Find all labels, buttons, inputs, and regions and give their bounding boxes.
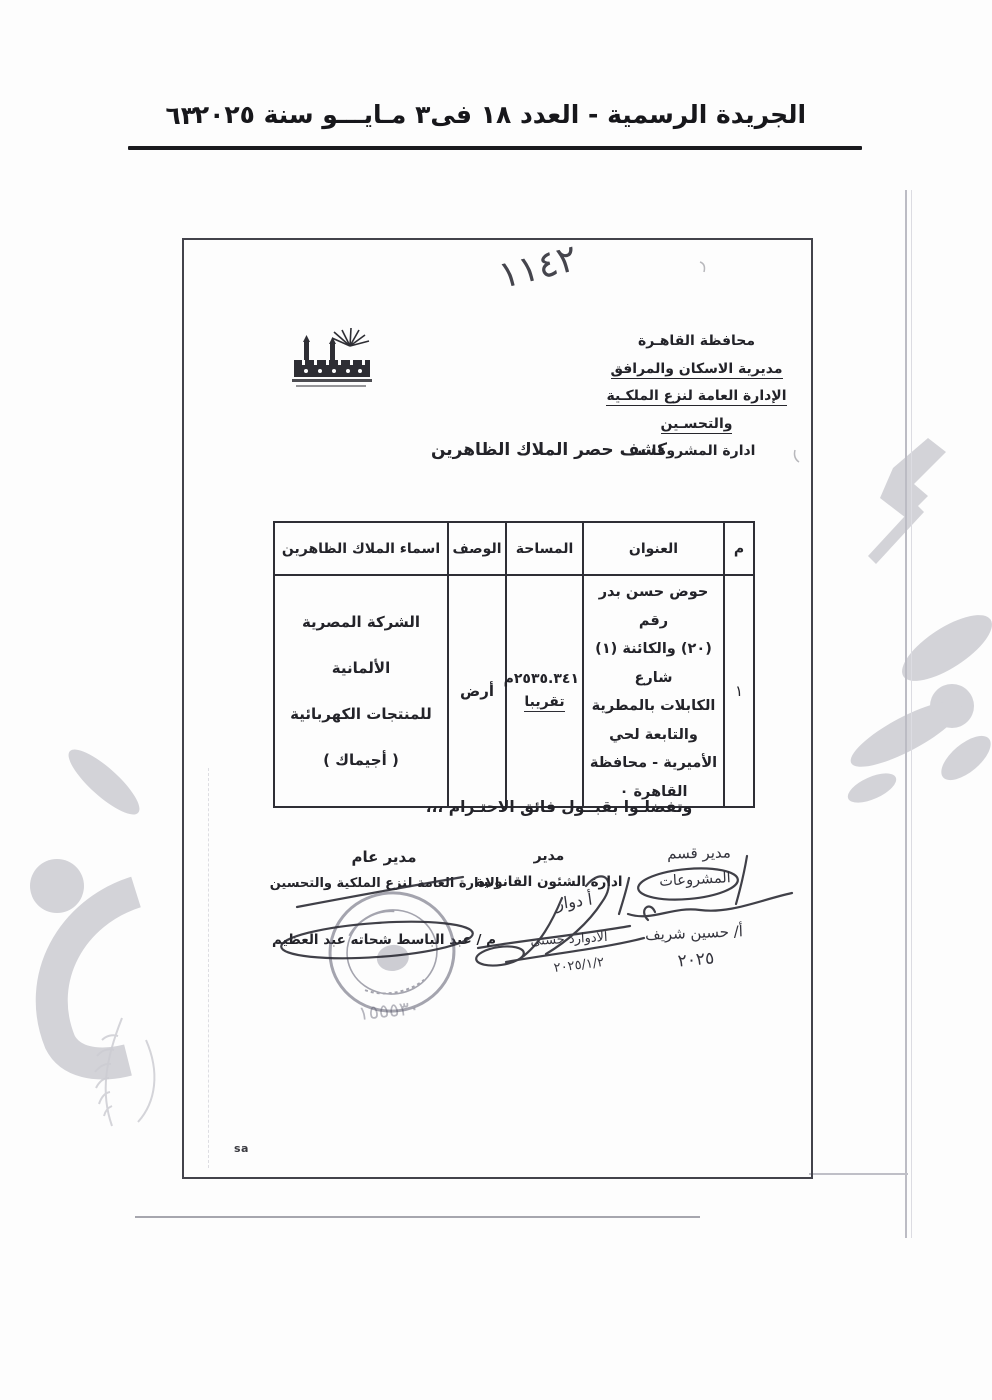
owners-table [273,521,755,808]
gazette-page-number: ٦٣ [165,101,196,130]
org-general-administration: الإدارة العامة لنزع الملكـية والتحسـين [606,388,787,432]
col-header-owners: اسماء الملاك الظاهرين [274,522,448,575]
paper-fold-line [208,768,209,1168]
cell-description: أرض [448,575,506,807]
sig-general-name: م / عبد الباسط شحاته عبد العظيم [272,932,496,948]
sig-general-faint-number: ١٥٥٥٣٠ [357,996,421,1026]
col-header-area: المساحة [506,522,583,575]
handwritten-reference-number: ١١٤٢ [494,236,582,298]
col-header-serial: م [724,522,754,575]
gazette-issue-header: الجريدة الرسمية - العدد ١٨ فى٣ مـايـــو سنة ٢٠٢٥ [193,100,807,129]
table-header-row [274,522,754,575]
scan-code-label: sa [234,1142,249,1155]
sig-projects-date-scribble: ٢٠٢٥ [676,948,716,972]
masthead-rule [128,146,862,150]
laurel-sketch-watermark [95,1018,154,1126]
sig-projects-name: أ/ حسين شريف [644,922,744,944]
scan-bottom-edge-line [809,1173,908,1175]
scan-paper-edge-right-soft [911,190,912,1238]
sig-general-subtitle: الادارة العامة لنزع الملكية والتحسين [269,876,500,891]
sig-legal-signature-top: أ دوار [554,889,594,914]
sig-legal-date: ٢٠٢٥/١/٢ [552,954,606,977]
governorate-emblem [290,328,374,392]
sig-legal-signature-name: الادوارد حسنى [530,929,608,950]
document-title: كشف حصر الملاك الظاهرين [430,440,668,460]
scan-lower-faint-line [135,1216,700,1218]
org-directorate: مديرية الاسكان والمرافق [610,360,783,377]
closing-courtesy-line: وتفضلـوا بقبــول فائق الاحتـرام ،،، [425,798,693,816]
cell-address: حوض حسن بدر رقم (٢٠) والكائنة (١) شارع الكابلات بالمطرية والتابعة لحي الأميرية - محافظة القاهرة ٠ [583,575,724,807]
sig-projects-title: مدير قسم [667,843,731,863]
cell-owners: الشركة المصرية الألمانية للمنتجات الكهربائية ( أجيماك ) [274,575,448,807]
sig-legal-subtitle: ادارة الشئون القانونية [475,874,623,890]
scanned-document [182,238,813,1179]
cell-serial: ١ [724,575,754,807]
sig-projects-subtitle: المشروعات [658,870,732,890]
col-header-address: العنوان [583,522,724,575]
org-projects-administration: ادارة المشروعات [637,443,756,459]
cell-area: ٢٥٣٥.٣٤١م تقريبا [506,575,583,807]
sig-legal-title: مدير [533,848,565,864]
org-governorate: محافظة القاهـرة [637,333,756,349]
scan-paper-edge-right [905,190,907,1238]
sig-general-title: مدير عام [351,848,417,866]
col-header-description: الوصف [448,522,506,575]
table-row [274,575,754,807]
